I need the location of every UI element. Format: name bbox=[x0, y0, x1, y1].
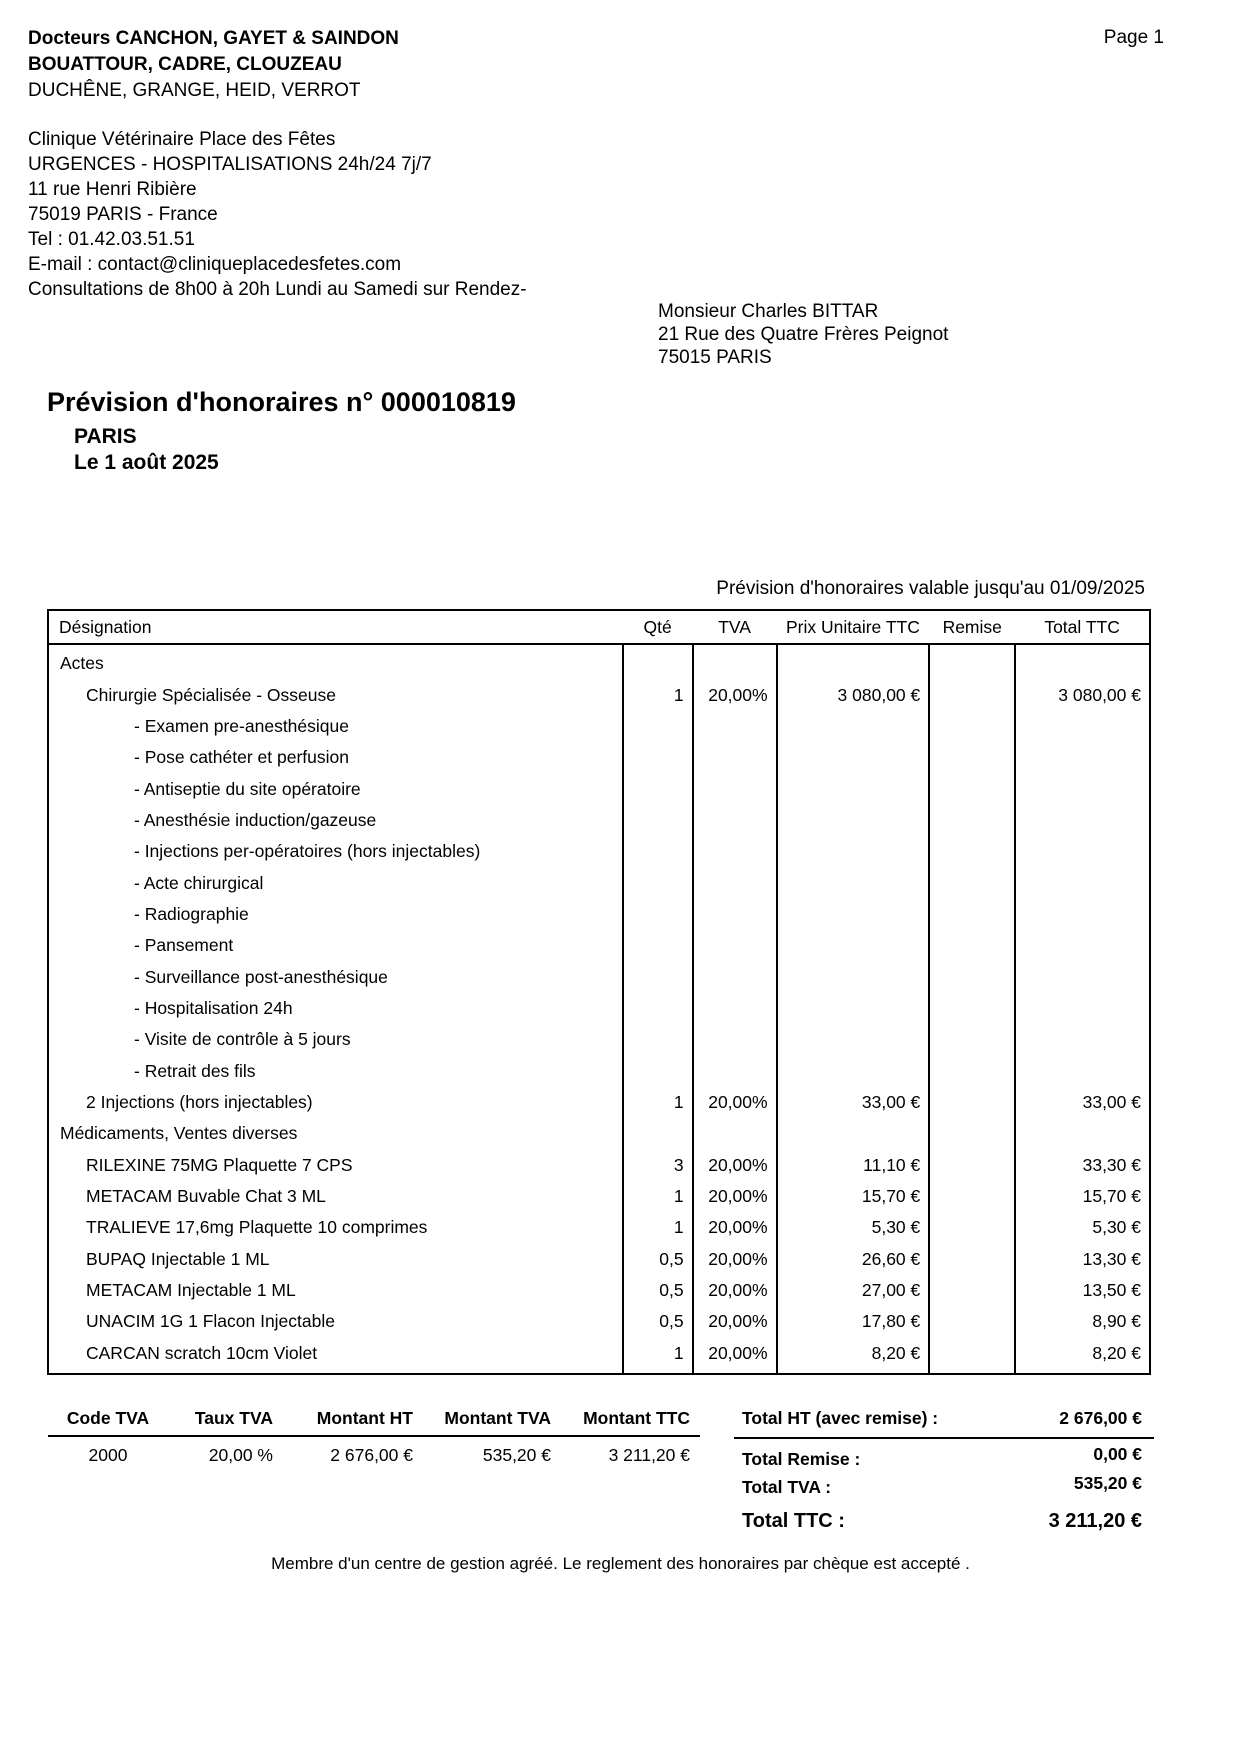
row-designation: CARCAN scratch 10cm Violet bbox=[86, 1342, 318, 1363]
table-row bbox=[48, 742, 1150, 773]
total-ht-value: 2 676,00 € bbox=[1059, 1408, 1142, 1428]
table-row bbox=[48, 993, 1150, 1024]
row-unit-price: 15,70 € bbox=[777, 1181, 930, 1212]
client-name: Monsieur Charles BITTAR bbox=[658, 301, 879, 322]
row-vat bbox=[693, 711, 777, 742]
row-qty bbox=[623, 993, 693, 1024]
table-row bbox=[48, 1055, 1150, 1086]
row-qty: 3 bbox=[623, 1150, 693, 1181]
total-vat-row bbox=[734, 1472, 1154, 1502]
table-row bbox=[48, 1275, 1150, 1306]
row-unit-price bbox=[777, 773, 930, 804]
row-designation: BUPAQ Injectable 1 ML bbox=[86, 1248, 270, 1269]
row-unit-price: 26,60 € bbox=[777, 1244, 930, 1275]
vat-rate: 20,00 % bbox=[208, 1444, 273, 1465]
row-unit-price: 11,10 € bbox=[777, 1150, 930, 1181]
row-unit-price: 33,00 € bbox=[777, 1087, 930, 1118]
row-vat: 20,00% bbox=[693, 1306, 777, 1337]
vat-col-ttc: Montant TTC bbox=[561, 1401, 700, 1436]
row-designation: - Pansement bbox=[134, 935, 234, 956]
row-qty bbox=[623, 773, 693, 804]
row-total: 13,50 € bbox=[1015, 1275, 1150, 1306]
page-number: Page 1 bbox=[1103, 27, 1164, 48]
row-qty bbox=[623, 961, 693, 992]
row-unit-price bbox=[777, 930, 930, 961]
row-discount bbox=[929, 836, 1015, 867]
row-discount bbox=[929, 1212, 1015, 1243]
row-total: 8,20 € bbox=[1015, 1338, 1150, 1374]
row-vat bbox=[693, 867, 777, 898]
col-header-discount: Remise bbox=[929, 610, 1015, 644]
row-unit-price: 5,30 € bbox=[777, 1212, 930, 1243]
row-unit-price bbox=[777, 805, 930, 836]
client-address bbox=[658, 300, 948, 369]
row-total bbox=[1015, 742, 1150, 773]
row-total bbox=[1015, 773, 1150, 804]
vat-col-rate: Taux TVA bbox=[168, 1401, 283, 1436]
row-discount bbox=[929, 930, 1015, 961]
row-vat: 20,00% bbox=[693, 1338, 777, 1374]
row-designation: - Retrait des fils bbox=[134, 1060, 256, 1081]
table-row bbox=[48, 1087, 1150, 1118]
table-row bbox=[48, 1024, 1150, 1055]
table-row bbox=[48, 899, 1150, 930]
row-unit-price: 17,80 € bbox=[777, 1306, 930, 1337]
row-designation: TRALIEVE 17,6mg Plaquette 10 comprimes bbox=[86, 1217, 428, 1238]
row-total: 33,00 € bbox=[1015, 1087, 1150, 1118]
row-unit-price bbox=[777, 742, 930, 773]
row-vat: 20,00% bbox=[693, 1087, 777, 1118]
total-ttc-value: 3 211,20 € bbox=[1048, 1510, 1142, 1532]
row-discount bbox=[929, 899, 1015, 930]
row-designation: - Examen pre-anesthésique bbox=[134, 715, 349, 736]
row-unit-price bbox=[777, 836, 930, 867]
row-vat bbox=[693, 993, 777, 1024]
row-qty bbox=[623, 742, 693, 773]
col-header-total: Total TTC bbox=[1015, 610, 1150, 644]
row-designation: - Radiographie bbox=[134, 903, 249, 924]
row-unit-price bbox=[777, 867, 930, 898]
row-discount bbox=[929, 1181, 1015, 1212]
row-qty: 1 bbox=[623, 1087, 693, 1118]
vat-row bbox=[48, 1436, 700, 1473]
doctors-line-1: Docteurs CANCHON, GAYET & SAINDON bbox=[28, 28, 399, 49]
row-discount bbox=[929, 1244, 1015, 1275]
doctors-block bbox=[28, 26, 399, 104]
row-total bbox=[1015, 1118, 1150, 1149]
row-total: 33,30 € bbox=[1015, 1150, 1150, 1181]
row-designation: Chirurgie Spécialisée - Osseuse bbox=[86, 684, 336, 705]
row-qty: 1 bbox=[623, 1212, 693, 1243]
row-discount bbox=[929, 1275, 1015, 1306]
row-qty bbox=[623, 644, 693, 679]
row-designation: - Acte chirurgical bbox=[134, 872, 264, 893]
clinic-city: 75019 PARIS - France bbox=[28, 204, 218, 225]
footer-note: Membre d'un centre de gestion agréé. Le reglement des honoraires par chèque est accepté . bbox=[271, 1554, 970, 1573]
row-vat bbox=[693, 1118, 777, 1149]
row-total bbox=[1015, 1024, 1150, 1055]
row-total bbox=[1015, 711, 1150, 742]
total-discount-value: 0,00 € bbox=[1093, 1444, 1142, 1464]
row-designation: - Hospitalisation 24h bbox=[134, 997, 293, 1018]
total-vat-label: Total TVA : bbox=[742, 1477, 832, 1497]
col-header-qty: Qté bbox=[623, 610, 693, 644]
row-discount bbox=[929, 711, 1015, 742]
row-vat: 20,00% bbox=[693, 1212, 777, 1243]
row-qty bbox=[623, 711, 693, 742]
table-row bbox=[48, 961, 1150, 992]
table-row bbox=[48, 805, 1150, 836]
row-vat: 20,00% bbox=[693, 1244, 777, 1275]
table-row bbox=[48, 679, 1150, 710]
row-unit-price bbox=[777, 899, 930, 930]
row-total bbox=[1015, 1055, 1150, 1086]
row-vat bbox=[693, 644, 777, 679]
row-discount bbox=[929, 773, 1015, 804]
total-ttc-row bbox=[734, 1504, 1154, 1538]
table-row bbox=[48, 1306, 1150, 1337]
row-discount bbox=[929, 1150, 1015, 1181]
row-total: 5,30 € bbox=[1015, 1212, 1150, 1243]
clinic-info bbox=[28, 127, 527, 302]
col-header-unit-price: Prix Unitaire TTC bbox=[777, 610, 930, 644]
table-row bbox=[48, 1244, 1150, 1275]
row-designation: - Visite de contrôle à 5 jours bbox=[134, 1029, 351, 1050]
table-row bbox=[48, 773, 1150, 804]
row-total: 3 080,00 € bbox=[1015, 679, 1150, 710]
vat-amount-vat: 535,20 € bbox=[482, 1444, 551, 1465]
col-header-designation: Désignation bbox=[48, 610, 623, 644]
row-qty bbox=[623, 836, 693, 867]
row-unit-price bbox=[777, 993, 930, 1024]
row-unit-price bbox=[777, 644, 930, 679]
row-unit-price bbox=[777, 961, 930, 992]
row-discount bbox=[929, 1338, 1015, 1374]
row-total: 13,30 € bbox=[1015, 1244, 1150, 1275]
row-designation: METACAM Buvable Chat 3 ML bbox=[86, 1186, 326, 1207]
row-vat bbox=[693, 805, 777, 836]
row-qty bbox=[623, 1055, 693, 1086]
table-row bbox=[48, 1118, 1150, 1149]
row-unit-price: 27,00 € bbox=[777, 1275, 930, 1306]
vat-col-code: Code TVA bbox=[48, 1401, 168, 1436]
row-designation: Médicaments, Ventes diverses bbox=[60, 1123, 298, 1144]
row-vat bbox=[693, 742, 777, 773]
row-discount bbox=[929, 1306, 1015, 1337]
row-total bbox=[1015, 961, 1150, 992]
row-discount bbox=[929, 742, 1015, 773]
row-qty bbox=[623, 867, 693, 898]
clinic-street: 11 rue Henri Ribière bbox=[28, 179, 197, 200]
clinic-phone: Tel : 01.42.03.51.51 bbox=[28, 229, 195, 250]
row-vat: 20,00% bbox=[693, 1150, 777, 1181]
row-unit-price bbox=[777, 1024, 930, 1055]
row-designation: - Surveillance post-anesthésique bbox=[134, 966, 388, 987]
clinic-hours: Consultations de 8h00 à 20h Lundi au Samedi sur Rendez- bbox=[28, 279, 527, 300]
table-row bbox=[48, 1338, 1150, 1374]
table-row bbox=[48, 836, 1150, 867]
row-discount bbox=[929, 1087, 1015, 1118]
row-designation: - Anesthésie induction/gazeuse bbox=[134, 809, 377, 830]
row-discount bbox=[929, 961, 1015, 992]
doctors-line-2: BOUATTOUR, CADRE, CLOUZEAU bbox=[28, 54, 342, 75]
document-place: PARIS bbox=[74, 425, 137, 448]
clinic-email: E-mail : contact@cliniqueplacedesfetes.com bbox=[28, 254, 402, 275]
row-unit-price: 8,20 € bbox=[777, 1338, 930, 1374]
row-vat bbox=[693, 930, 777, 961]
total-vat-value: 535,20 € bbox=[1073, 1473, 1142, 1493]
document-title: Prévision d'honoraires n° 000010819 bbox=[47, 387, 516, 417]
table-header-row bbox=[48, 610, 1150, 644]
table-row bbox=[48, 930, 1150, 961]
row-total: 8,90 € bbox=[1015, 1306, 1150, 1337]
document-date: Le 1 août 2025 bbox=[74, 451, 219, 474]
total-ht-label: Total HT (avec remise) : bbox=[742, 1408, 939, 1428]
row-vat bbox=[693, 773, 777, 804]
vat-amount-ttc: 3 211,20 € bbox=[608, 1444, 690, 1465]
vat-header-row bbox=[48, 1401, 700, 1436]
row-designation: UNACIM 1G 1 Flacon Injectable bbox=[86, 1311, 335, 1332]
row-vat bbox=[693, 899, 777, 930]
line-items-body bbox=[48, 644, 1150, 1374]
table-row bbox=[48, 1212, 1150, 1243]
row-vat bbox=[693, 1024, 777, 1055]
row-total bbox=[1015, 930, 1150, 961]
row-vat: 20,00% bbox=[693, 1275, 777, 1306]
row-designation: RILEXINE 75MG Plaquette 7 CPS bbox=[86, 1154, 353, 1175]
row-qty: 1 bbox=[623, 1338, 693, 1374]
total-ttc-label: Total TTC : bbox=[742, 1510, 845, 1532]
row-designation: Actes bbox=[60, 653, 104, 674]
row-designation: 2 Injections (hors injectables) bbox=[86, 1091, 313, 1112]
document-place-date bbox=[74, 424, 219, 476]
row-total: 15,70 € bbox=[1015, 1181, 1150, 1212]
row-qty bbox=[623, 899, 693, 930]
row-designation: - Pose cathéter et perfusion bbox=[134, 747, 349, 768]
vat-col-ht: Montant HT bbox=[283, 1401, 423, 1436]
row-total bbox=[1015, 644, 1150, 679]
row-qty: 0,5 bbox=[623, 1244, 693, 1275]
table-row bbox=[48, 1150, 1150, 1181]
total-discount-label: Total Remise : bbox=[742, 1449, 861, 1469]
client-street: 21 Rue des Quatre Frères Peignot bbox=[658, 324, 949, 345]
row-unit-price: 3 080,00 € bbox=[777, 679, 930, 710]
validity-notice: Prévision d'honoraires valable jusqu'au 01/09/2025 bbox=[716, 578, 1145, 599]
row-total bbox=[1015, 993, 1150, 1024]
row-vat bbox=[693, 1055, 777, 1086]
row-qty bbox=[623, 1024, 693, 1055]
row-discount bbox=[929, 1055, 1015, 1086]
row-qty: 1 bbox=[623, 679, 693, 710]
row-discount bbox=[929, 805, 1015, 836]
row-vat bbox=[693, 836, 777, 867]
row-unit-price bbox=[777, 1055, 930, 1086]
row-discount bbox=[929, 679, 1015, 710]
row-unit-price bbox=[777, 1118, 930, 1149]
row-total bbox=[1015, 867, 1150, 898]
vat-code: 2000 bbox=[88, 1444, 128, 1465]
row-qty: 1 bbox=[623, 1181, 693, 1212]
row-qty: 0,5 bbox=[623, 1306, 693, 1337]
row-total bbox=[1015, 899, 1150, 930]
line-items-table bbox=[47, 609, 1151, 1375]
col-header-vat: TVA bbox=[693, 610, 777, 644]
table-row bbox=[48, 1181, 1150, 1212]
doctors-line-3: DUCHÊNE, GRANGE, HEID, VERROT bbox=[28, 80, 361, 101]
table-row bbox=[48, 867, 1150, 898]
row-qty bbox=[623, 805, 693, 836]
clinic-name: Clinique Vétérinaire Place des Fêtes bbox=[28, 129, 336, 150]
row-designation: - Antiseptie du site opératoire bbox=[134, 778, 361, 799]
row-total bbox=[1015, 805, 1150, 836]
row-designation: - Injections per-opératoires (hors injectables) bbox=[134, 841, 481, 862]
row-unit-price bbox=[777, 711, 930, 742]
row-discount bbox=[929, 1024, 1015, 1055]
table-row bbox=[48, 644, 1150, 679]
row-vat: 20,00% bbox=[693, 679, 777, 710]
row-qty bbox=[623, 1118, 693, 1149]
vat-col-vat: Montant TVA bbox=[423, 1401, 561, 1436]
table-row bbox=[48, 711, 1150, 742]
vat-amount-ht: 2 676,00 € bbox=[330, 1444, 413, 1465]
row-designation: METACAM Injectable 1 ML bbox=[86, 1280, 296, 1301]
row-discount bbox=[929, 993, 1015, 1024]
row-qty: 0,5 bbox=[623, 1275, 693, 1306]
client-city: 75015 PARIS bbox=[658, 347, 772, 368]
clinic-services: URGENCES - HOSPITALISATIONS 24h/24 7j/7 bbox=[28, 154, 432, 175]
row-total bbox=[1015, 836, 1150, 867]
row-discount bbox=[929, 867, 1015, 898]
row-discount bbox=[929, 1118, 1015, 1149]
row-discount bbox=[929, 644, 1015, 679]
row-vat bbox=[693, 961, 777, 992]
row-vat: 20,00% bbox=[693, 1181, 777, 1212]
vat-summary-table bbox=[48, 1401, 700, 1473]
total-ht-row bbox=[734, 1401, 1154, 1439]
row-qty bbox=[623, 930, 693, 961]
totals-block bbox=[734, 1401, 1154, 1538]
